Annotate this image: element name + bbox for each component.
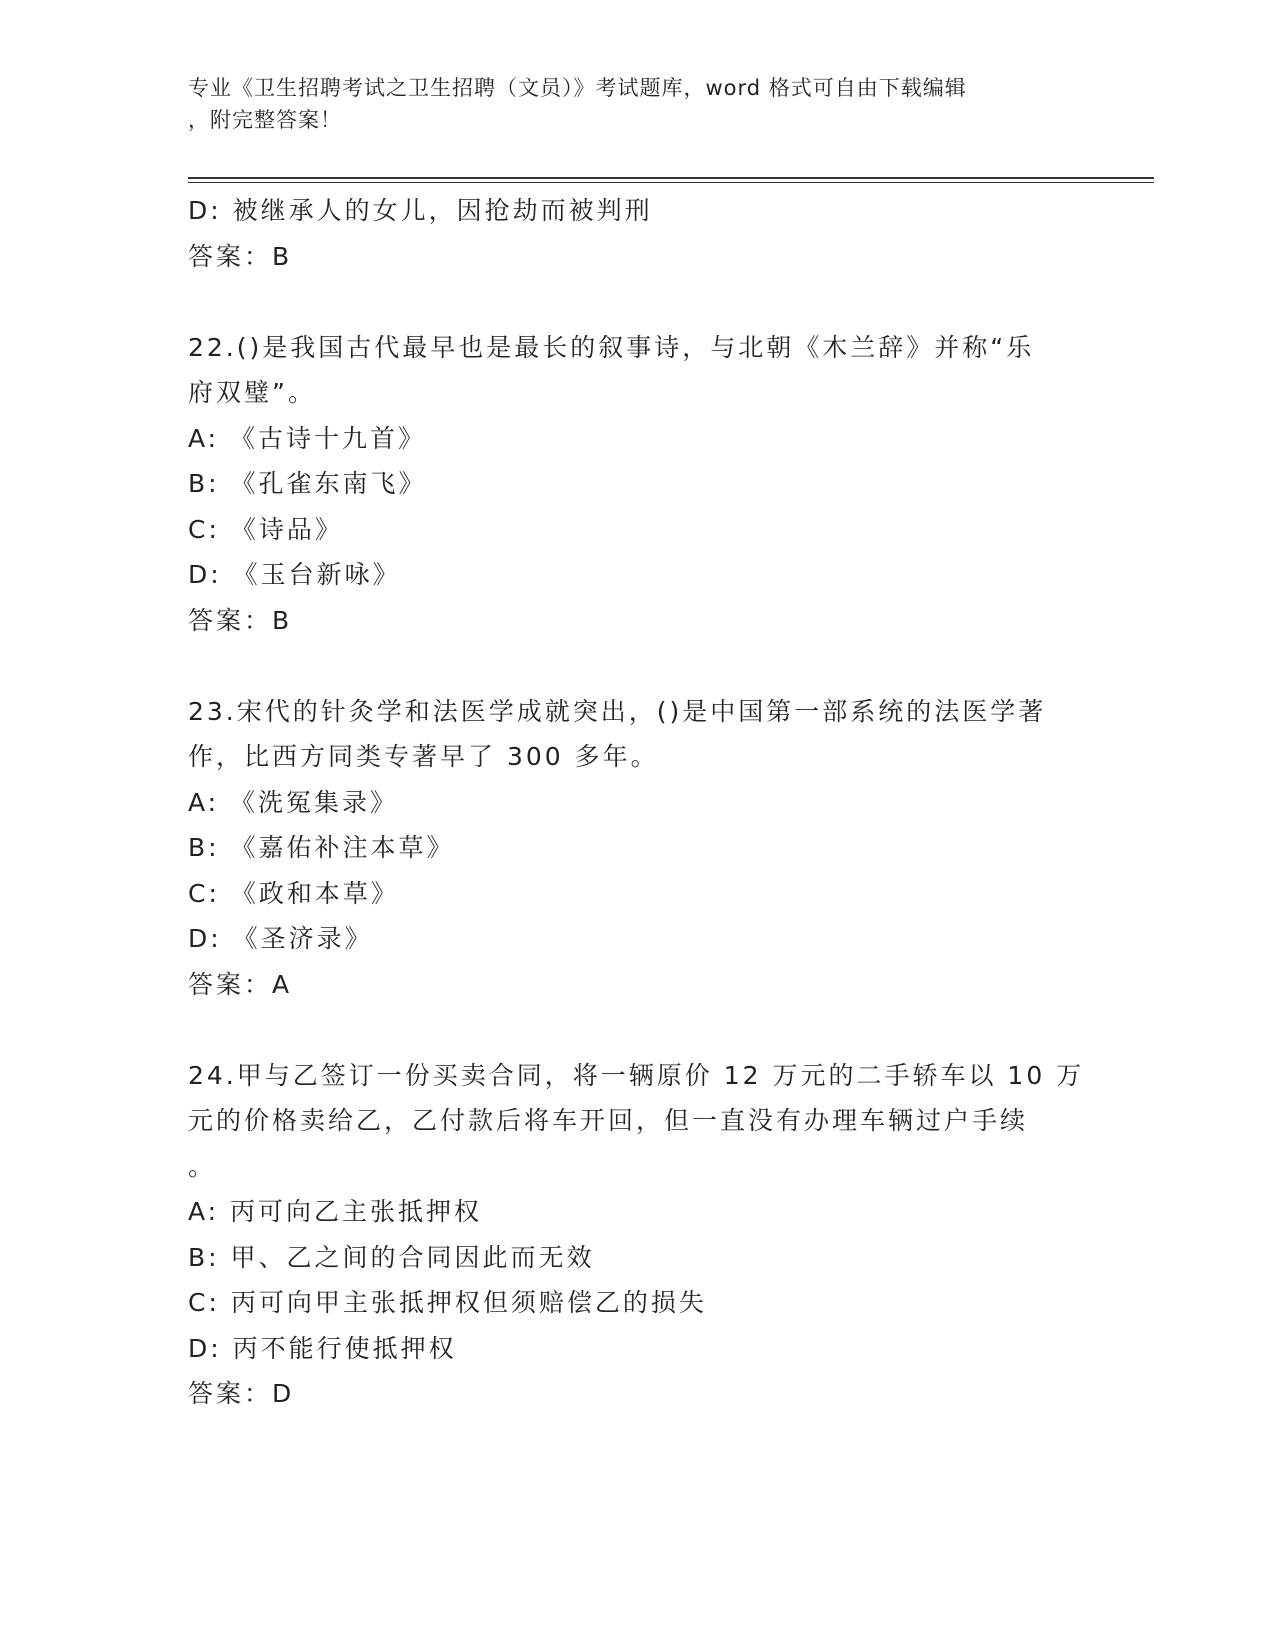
header-line-2: ，附完整答案！	[188, 108, 342, 132]
header-line-1: 专业《卫生招聘考试之卫生招聘（文员）》考试题库，word 格式可自由下载编辑	[188, 76, 967, 100]
carryover-answer: 答案：B	[188, 241, 293, 271]
question-23	[188, 689, 1088, 1008]
question-stem-line: 府双璧”。	[188, 378, 316, 407]
option-b: B: 《嘉佑补注本草》	[188, 833, 455, 862]
question-stem-line: 23.宋代的针灸学和法医学成就突出，()是中国第一部系统的法医学著	[188, 696, 1047, 726]
header-divider-thin	[188, 182, 1154, 183]
document-header	[188, 72, 1068, 136]
question-stem-line: 24.甲与乙签订一份买卖合同，将一辆原价 12 万元的二手轿车以 10 万	[188, 1060, 1085, 1090]
option-d: D: 《圣济录》	[188, 924, 373, 953]
question-stem-line: 作，比西方同类专著早了 300 多年。	[188, 742, 659, 771]
question-content	[188, 188, 1088, 1417]
answer: 答案：A	[188, 969, 293, 999]
question-stem-line: 。	[188, 1151, 217, 1181]
option-a: A: 《古诗十九首》	[188, 423, 427, 453]
header-divider-thick	[188, 177, 1154, 179]
option-b: B: 甲、乙之间的合同因此而无效	[188, 1242, 595, 1272]
option-a: A: 《洗冤集录》	[188, 787, 399, 817]
question-22	[188, 325, 1088, 644]
option-c: C: 丙可向甲主张抵押权但须赔偿乙的损失	[188, 1288, 707, 1317]
spacer	[188, 643, 1088, 689]
question-24	[188, 1053, 1088, 1417]
option-c: C: 《诗品》	[188, 514, 343, 544]
spacer	[188, 1007, 1088, 1053]
option-a: A: 丙可向乙主张抵押权	[188, 1197, 483, 1226]
carryover-option-d: D: 被继承人的女儿，因抢劫而被判刑	[188, 196, 653, 225]
question-stem-line: 22.()是我国古代最早也是最长的叙事诗，与北朝《木兰辞》并称“乐	[188, 332, 1035, 362]
option-d: D: 丙不能行使抵押权	[188, 1333, 457, 1363]
option-b: B: 《孔雀东南飞》	[188, 469, 427, 498]
option-c: C: 《政和本草》	[188, 878, 399, 908]
option-d: D: 《玉台新咏》	[188, 560, 401, 589]
question-stem-line: 元的价格卖给乙，乙付款后将车开回，但一直没有办理车辆过户手续	[188, 1106, 1029, 1135]
answer: 答案：D	[188, 1379, 295, 1408]
answer: 答案：B	[188, 605, 293, 635]
spacer	[188, 279, 1088, 325]
